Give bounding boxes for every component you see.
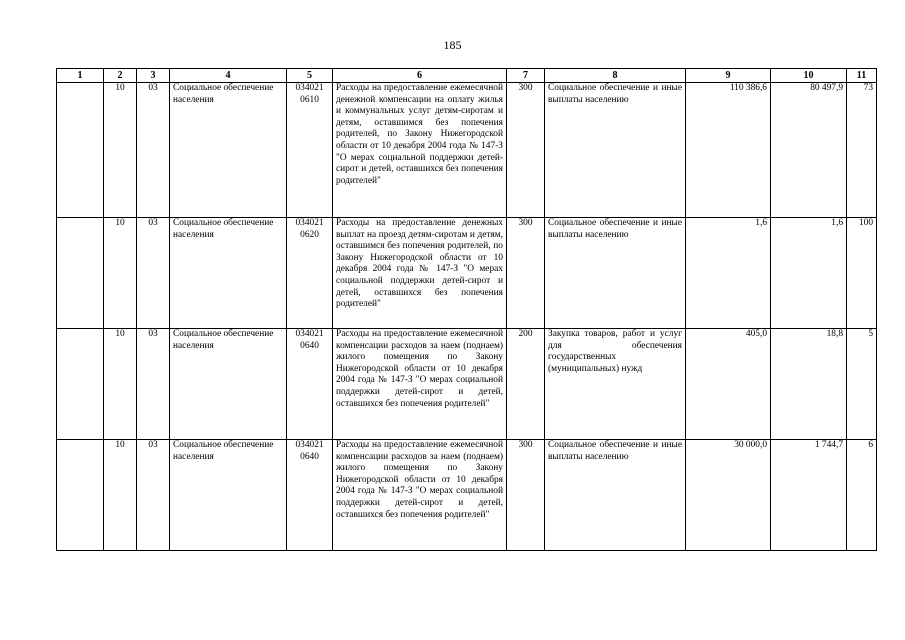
- cell-expense-type-name: Социальное обеспечение и иные выплаты населению: [545, 83, 686, 218]
- cell-expense-type-name: Социальное обеспечение и иные выплаты населению: [545, 218, 686, 329]
- cell-percent: 100: [847, 218, 877, 329]
- cell-expense-description: Расходы на предоставление денежных выплат на проезд детям-сиротам и детям, оставшимся без попечения родителей, по Закону Нижегородской области от 10 декабря 2004 года № 147-З "О мерах социальной поддержки детей-сирот и детей, оставшихся без попечения родителей": [333, 218, 507, 329]
- cell-planned-amount: 405,0: [686, 329, 771, 440]
- column-header-9: 9: [686, 69, 771, 83]
- column-header-2: 2: [104, 69, 137, 83]
- cell-subsection-name: Социальное обеспечение населения: [170, 329, 287, 440]
- cell-target-code: 034021 0640: [287, 440, 333, 551]
- cell-expense-type-code: 300: [507, 218, 545, 329]
- table-row: [57, 83, 877, 218]
- cell-col-1: [57, 218, 104, 329]
- cell-expense-type-code: 200: [507, 329, 545, 440]
- cell-section: 10: [104, 83, 137, 218]
- cell-col-1: [57, 83, 104, 218]
- table-row: [57, 440, 877, 551]
- cell-subsection-name: Социальное обеспечение населения: [170, 83, 287, 218]
- cell-expense-description: Расходы на предоставление ежемесячной компенсации расходов за наем (поднаем) жилого помещения по Закону Нижегородской области от 10 декабря 2004 года № 147-З "О мерах социальной поддержки детей-сирот и детей, оставшихся без попечения родителей": [333, 329, 507, 440]
- cell-subsection: 03: [137, 329, 170, 440]
- cell-planned-amount: 110 386,6: [686, 83, 771, 218]
- cell-expense-type-name: Социальное обеспечение и иные выплаты населению: [545, 440, 686, 551]
- cell-expense-type-name: Закупка товаров, работ и услуг для обеспечения государственных (муниципальных) нужд: [545, 329, 686, 440]
- cell-target-code: 034021 0640: [287, 329, 333, 440]
- cell-planned-amount: 30 000,0: [686, 440, 771, 551]
- page-number: 185: [443, 38, 462, 52]
- table-row: [57, 329, 877, 440]
- column-header-1: 1: [57, 69, 104, 83]
- column-header-4: 4: [170, 69, 287, 83]
- cell-subsection-name: Социальное обеспечение населения: [170, 440, 287, 551]
- cell-percent: 6: [847, 440, 877, 551]
- column-header-10: 10: [771, 69, 847, 83]
- cell-section: 10: [104, 329, 137, 440]
- cell-col-1: [57, 440, 104, 551]
- cell-executed-amount: 1,6: [771, 218, 847, 329]
- cell-expense-description: Расходы на предоставление ежемесячной компенсации расходов за наем (поднаем) жилого помещения по Закону Нижегородской области от 10 декабря 2004 года № 147-З "О мерах социальной поддержки детей-сирот и детей, оставшихся без попечения родителей": [333, 440, 507, 551]
- cell-col-1: [57, 329, 104, 440]
- cell-percent: 73: [847, 83, 877, 218]
- column-header-6: 6: [333, 69, 507, 83]
- header-row: [57, 69, 877, 83]
- cell-expense-description: Расходы на предоставление ежемесячной денежной компенсации на оплату жилья и коммунальных услуг детям-сиротам и детям, оставшимся без попечения родителей, по Закону Нижегородской области от 10 декабря 2004 года № 147-З "О мерах социальной поддержки детей-сирот и детей, оставшихся без попечения родителей": [333, 83, 507, 218]
- cell-section: 10: [104, 218, 137, 329]
- budget-table: [56, 68, 877, 551]
- cell-subsection: 03: [137, 218, 170, 329]
- cell-subsection: 03: [137, 83, 170, 218]
- column-header-8: 8: [545, 69, 686, 83]
- cell-subsection: 03: [137, 440, 170, 551]
- column-header-5: 5: [287, 69, 333, 83]
- column-header-3: 3: [137, 69, 170, 83]
- cell-target-code: 034021 0620: [287, 218, 333, 329]
- cell-target-code: 034021 0610: [287, 83, 333, 218]
- cell-percent: 5: [847, 329, 877, 440]
- table-row: [57, 218, 877, 329]
- cell-executed-amount: 80 497,9: [771, 83, 847, 218]
- column-header-11: 11: [847, 69, 877, 83]
- cell-subsection-name: Социальное обеспечение населения: [170, 218, 287, 329]
- cell-executed-amount: 18,8: [771, 329, 847, 440]
- cell-planned-amount: 1,6: [686, 218, 771, 329]
- cell-section: 10: [104, 440, 137, 551]
- cell-expense-type-code: 300: [507, 83, 545, 218]
- column-header-7: 7: [507, 69, 545, 83]
- cell-expense-type-code: 300: [507, 440, 545, 551]
- cell-executed-amount: 1 744,7: [771, 440, 847, 551]
